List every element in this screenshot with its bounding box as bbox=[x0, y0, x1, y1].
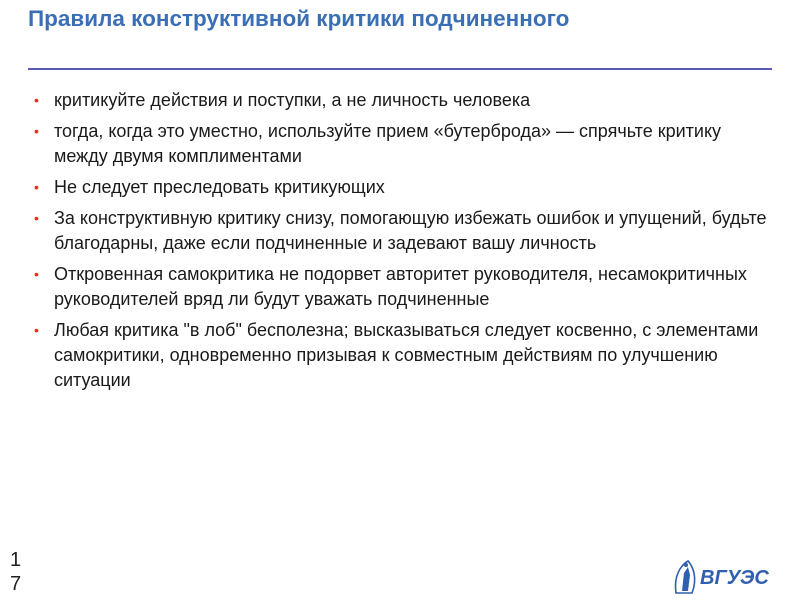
bullet-text: тогда, когда это уместно, используйте прием «бутерброда» — спрячьте критику между двумя комплиментами bbox=[54, 121, 722, 166]
lighthouse-emblem-icon bbox=[676, 561, 695, 593]
slide-title: Правила конструктивной критики подчиненного bbox=[28, 6, 570, 31]
bullet-dot-icon: • bbox=[34, 179, 39, 195]
bullet-dot-icon: • bbox=[34, 92, 39, 108]
slide-number-digit: 7 bbox=[10, 573, 22, 595]
bullet-text: Любая критика "в лоб" бесполезна; высказываться следует косвенно, с элементами самокритики, одновременно призывая к совместным действиям по улучшению ситуации bbox=[54, 320, 759, 390]
bullet-item bbox=[34, 318, 774, 393]
university-logo bbox=[672, 555, 782, 595]
bullet-dot-icon: • bbox=[34, 210, 39, 226]
bullet-dot-icon: • bbox=[34, 123, 39, 139]
bullet-list bbox=[34, 88, 774, 399]
bullet-dot-icon: • bbox=[34, 322, 39, 338]
bullet-item bbox=[34, 206, 774, 256]
bullet-item bbox=[34, 175, 774, 200]
title-divider bbox=[28, 68, 772, 70]
bullet-text: За конструктивную критику снизу, помогающую избежать ошибок и упущений, будьте благодарны, даже если подчиненные и задевают вашу личность bbox=[54, 208, 767, 253]
bullet-text: Откровенная самокритика не подорвет авторитет руководителя, несамокритичных руководителей вряд ли будут уважать подчиненные bbox=[54, 264, 747, 309]
bullet-item bbox=[34, 88, 774, 113]
bullet-text: Не следует преследовать критикующих bbox=[54, 177, 385, 197]
bullet-text: критикуйте действия и поступки, а не личность человека bbox=[54, 90, 531, 110]
logo-wordmark: ВГУЭС bbox=[700, 567, 769, 589]
bullet-dot-icon: • bbox=[34, 266, 39, 282]
bullet-item bbox=[34, 262, 774, 312]
slide-number bbox=[10, 548, 21, 596]
bullet-item bbox=[34, 119, 774, 169]
slide-number-digit: 1 bbox=[10, 549, 22, 571]
